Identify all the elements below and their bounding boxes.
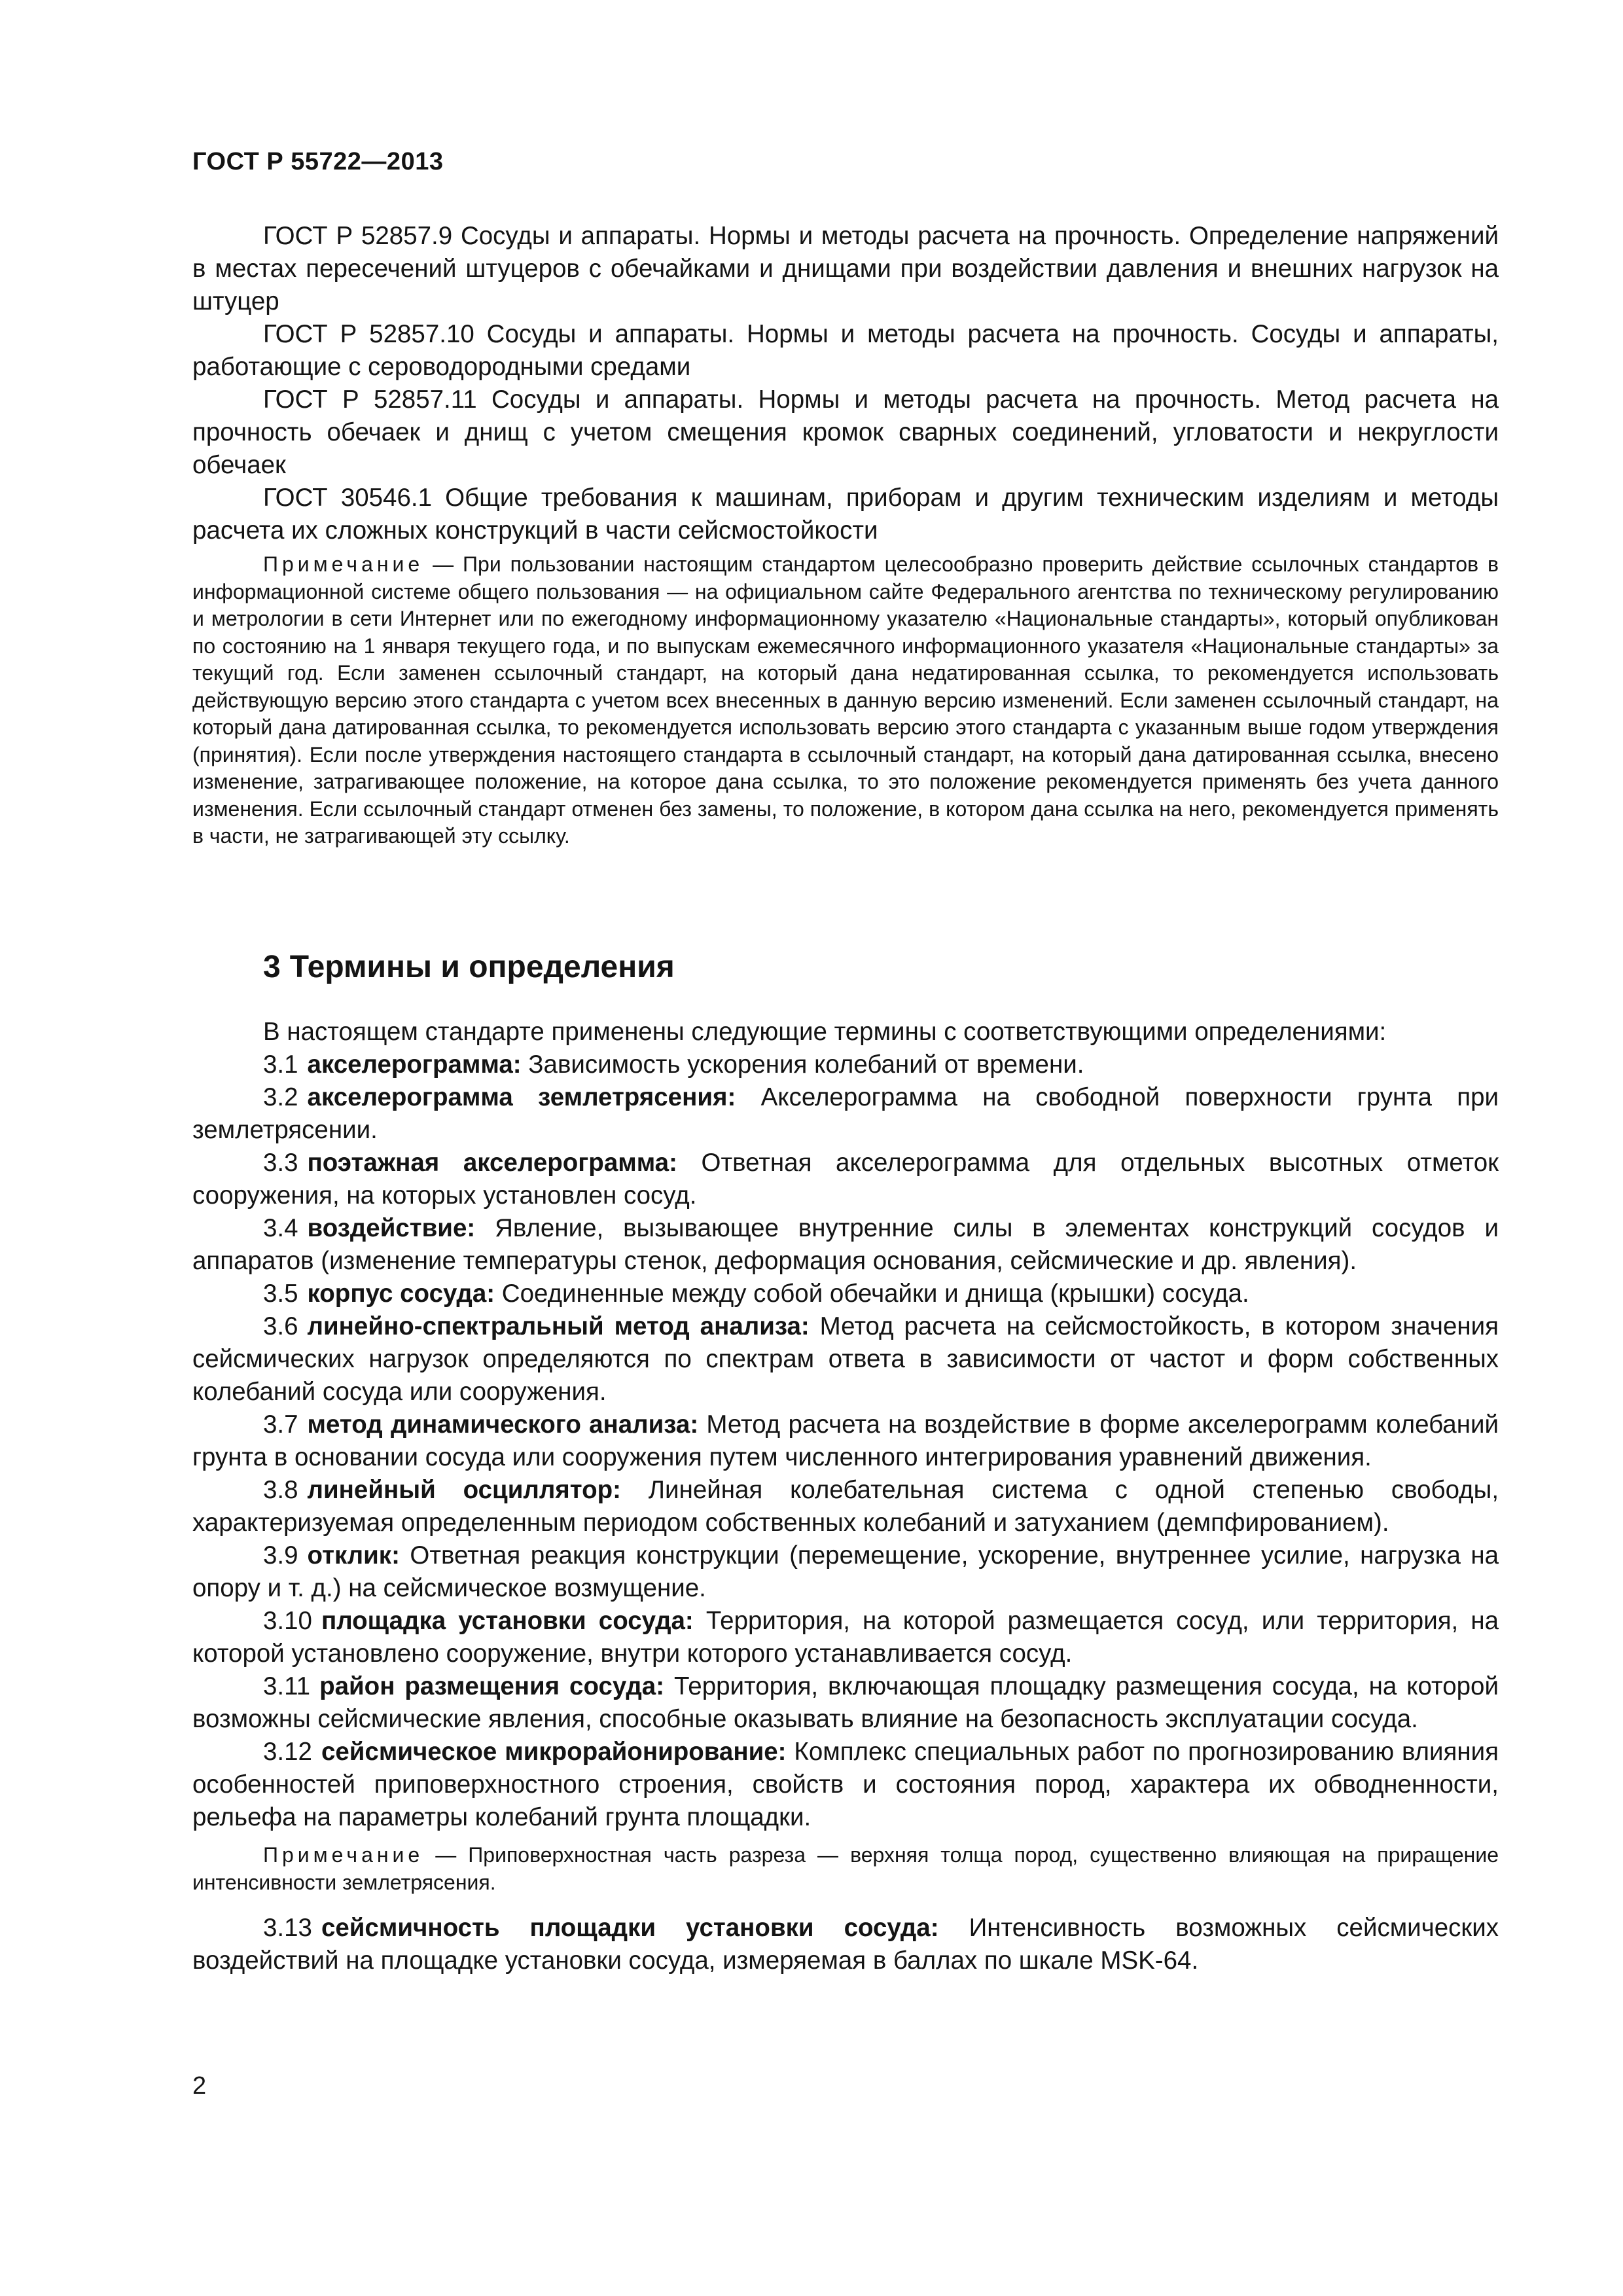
term-entry xyxy=(192,1278,1499,1310)
term-entry xyxy=(192,1310,1499,1408)
reference-item: ГОСТ Р 52857.11 Сосуды и аппараты. Нормы и методы расчета на прочность. Метод расчета на прочность обечаек и днищ с учетом смещения кромок сварных соединений, угловатости и некруглости обечаек xyxy=(192,386,1499,479)
term-number: 3.13 xyxy=(263,1914,312,1942)
page-header-standard-id: ГОСТ Р 55722—2013 xyxy=(192,148,444,175)
term-definition: Соединенные между собой обечайки и днища (крышки) сосуда. xyxy=(495,1280,1249,1308)
term-number: 3.9 xyxy=(263,1541,298,1570)
term-number: 3.8 xyxy=(263,1476,298,1504)
section-intro: В настоящем стандарте применены следующие термины с соответствующими определениями: xyxy=(263,1018,1387,1046)
term-entry xyxy=(192,1212,1499,1278)
term-definition: Комплекс специальных работ по прогнозированию влияния особенностей приповерхностного строения, свойств и состояния пород, характера их обводненности, рельефа на параметры колебаний грунта площадки. xyxy=(192,1738,1499,1831)
term-entry xyxy=(192,1474,1499,1539)
term-entry xyxy=(192,1912,1499,1977)
term-name: отклик: xyxy=(307,1541,400,1570)
term-definition: Зависимость ускорения колебаний от времени. xyxy=(521,1050,1084,1079)
page-number: 2 xyxy=(192,2072,207,2100)
note-text: — Приповерхностная часть разреза — верхняя толща пород, существенно влияющая на приращение интенсивности землетрясения. xyxy=(192,1843,1499,1894)
term-name: акселерограмма: xyxy=(307,1050,522,1079)
term-number: 3.5 xyxy=(263,1280,298,1308)
term-name: район размещения сосуда: xyxy=(319,1672,665,1700)
term-definition: Интенсивность возможных сейсмических воздействий на площадке установки сосуда, измеряемая в баллах по шкале MSK-64. xyxy=(192,1914,1499,1975)
normative-references-list xyxy=(192,220,1499,850)
term-entry xyxy=(192,1147,1499,1212)
term-number: 3.7 xyxy=(263,1410,298,1439)
term-number: 3.1 xyxy=(263,1050,298,1079)
note-label: Примечание xyxy=(263,1843,424,1867)
term-name: акселерограмма землетрясения: xyxy=(307,1083,736,1111)
term-number: 3.4 xyxy=(263,1214,298,1242)
term-number: 3.3 xyxy=(263,1149,298,1177)
term-definition: Территория, на которой размещается сосуд, или территория, на которой установлено сооружение, внутри которого устанавливается сосуд. xyxy=(192,1607,1499,1668)
term-number: 3.12 xyxy=(263,1738,312,1766)
reference-item: ГОСТ Р 52857.10 Сосуды и аппараты. Нормы и методы расчета на прочность. Сосуды и аппараты, работающие с сероводородными средами xyxy=(192,320,1499,381)
term-entry xyxy=(192,1081,1499,1147)
term-name: сейсмическое микрорайонирование: xyxy=(321,1738,787,1766)
term-entry xyxy=(192,1605,1499,1670)
term-name: сейсмичность площадки установки сосуда: xyxy=(321,1914,939,1942)
note-label: Примечание xyxy=(263,552,424,576)
reference-item: ГОСТ 30546.1 Общие требования к машинам, приборам и другим техническим изделиям и методы расчета их сложных конструкций в части сейсмостойкости xyxy=(192,484,1499,545)
term-definition: Территория, включающая площадку размещения сосуда, на которой возможны сейсмические явления, способные оказывать влияние на безопасность эксплуатации сосуда. xyxy=(192,1672,1499,1733)
term-entry xyxy=(192,1049,1499,1081)
document-page xyxy=(192,0,1499,2296)
term-definition: Явление, вызывающее внутренние силы в элементах конструкций сосудов и аппаратов (изменение температуры стенок, деформация основания, сейсмические и др. явления). xyxy=(192,1214,1499,1275)
term-name: поэтажная акселерограмма: xyxy=(307,1149,677,1177)
section-number: 3 xyxy=(263,950,281,984)
term-number: 3.11 xyxy=(263,1672,311,1700)
term-definition: Метод расчета на воздействие в форме акселерограмм колебаний грунта в основании сосуда или сооружения путем численного интегрирования уравнений движения. xyxy=(192,1410,1499,1471)
term-entry xyxy=(192,1539,1499,1605)
term-definition: Ответная реакция конструкции (перемещение, ускорение, внутреннее усилие, нагрузка на опору и т. д.) на сейсмическое возмущение. xyxy=(192,1541,1499,1602)
note-text: — При пользовании настоящим стандартом целесообразно проверить действие ссылочных стандартов в информационной системе общего пользования — на официальном сайте Федерального агентства по техническому регулированию и метрологии в сети Интернет или по ежегодному информационному указателю «Национальные стандарты», который опубликован по состоянию на 1 января текущего года, и по выпускам ежемесячного информационного указателя «Национальные стандарты» за текущий год. Если заменен ссылочный стандарт, на который дана недатированная ссылка, то рекомендуется использовать действующую версию этого стандарта с учетом всех внесенных в данную версию изменений. Если заменен ссылочный стандарт, на который дана датированная ссылка, то рекомендуется использовать версию этого стандарта с указанным выше годом утверждения (принятия). Если после утверждения настоящего стандарта в ссылочный стандарт, на который дана датированная ссылка, внесено изменение, затрагивающее положение, на которое дана ссылка, то это положение рекомендуется применять без учета данного изменения. Если ссылочный стандарт отменен без замены, то положение, в котором дана ссылка на него, рекомендуется применять в части, не затрагивающей эту ссылку. xyxy=(192,552,1499,848)
term-name: воздействие: xyxy=(307,1214,476,1242)
term-name: площадка установки сосуда: xyxy=(321,1607,694,1635)
term-definition: Акселерограмма на свободной поверхности грунта при землетрясении. xyxy=(192,1083,1499,1144)
term-note xyxy=(192,1842,1499,1896)
section-title: Термины и определения xyxy=(289,950,675,984)
term-definition: Метод расчета на сейсмостойкость, в котором значения сейсмических нагрузок определяются по спектрам ответа в зависимости от частот и форм собственных колебаний сосуда или сооружения. xyxy=(192,1312,1499,1406)
references-note xyxy=(192,551,1499,850)
term-name: корпус сосуда: xyxy=(307,1280,495,1308)
term-entry xyxy=(192,1736,1499,1834)
term-name: линейный осциллятор: xyxy=(307,1476,621,1504)
term-number: 3.6 xyxy=(263,1312,298,1340)
term-name: метод динамического анализа: xyxy=(307,1410,699,1439)
term-entry xyxy=(192,1670,1499,1736)
term-name: линейно-спектральный метод анализа: xyxy=(307,1312,810,1340)
term-entry xyxy=(192,1408,1499,1474)
section-heading xyxy=(263,948,1499,987)
term-definition: Ответная акселерограмма для отдельных высотных отметок сооружения, на которых установлен сосуд. xyxy=(192,1149,1499,1210)
term-number: 3.10 xyxy=(263,1607,312,1635)
section-terms-and-definitions xyxy=(192,948,1499,1977)
reference-item: ГОСТ Р 52857.9 Сосуды и аппараты. Нормы и методы расчета на прочность. Определение напряжений в местах пересечений штуцеров с обечайками и днищами при воздействии давления и внешних нагрузок на штуцер xyxy=(192,222,1499,315)
term-number: 3.2 xyxy=(263,1083,298,1111)
term-definition: Линейная колебательная система с одной степенью свободы, характеризуемая определенным периодом собственных колебаний и затуханием (демпфированием). xyxy=(192,1476,1499,1537)
